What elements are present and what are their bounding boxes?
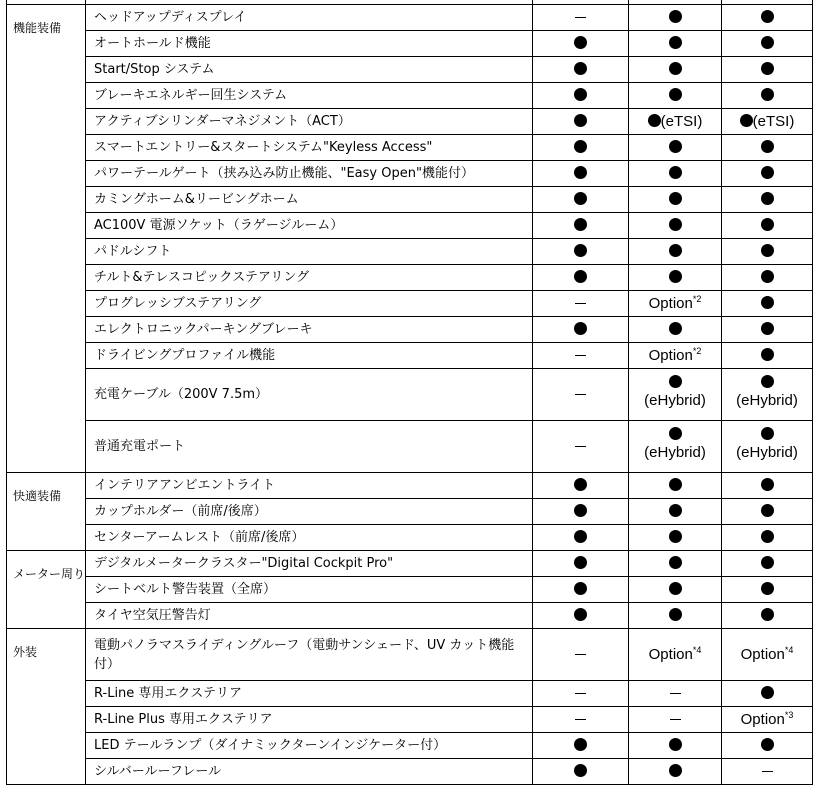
availability-cell xyxy=(533,31,629,57)
table-row xyxy=(7,343,813,369)
table-row xyxy=(7,213,813,239)
standard-dot-icon xyxy=(574,322,587,335)
availability-cell xyxy=(533,109,629,135)
table-row xyxy=(7,759,813,785)
not-available-dash xyxy=(575,303,586,305)
table-row xyxy=(7,499,813,525)
standard-dot-icon xyxy=(669,218,682,231)
standard-dot-icon xyxy=(574,166,587,179)
feature-name: R-Line 専用エクステリア xyxy=(86,681,533,707)
availability-cell xyxy=(722,421,813,473)
availability-cell xyxy=(629,31,722,57)
availability-cell xyxy=(533,551,629,577)
table-row xyxy=(7,83,813,109)
standard-dot-icon xyxy=(761,478,774,491)
availability-cell xyxy=(533,421,629,473)
availability-cell xyxy=(722,525,813,551)
condition-note: (eHybrid) xyxy=(736,444,798,461)
standard-dot-icon xyxy=(574,608,587,621)
availability-cell xyxy=(629,291,722,317)
standard-dot-icon xyxy=(669,88,682,101)
availability-cell xyxy=(629,759,722,785)
feature-name: プログレッシブステアリング xyxy=(86,291,533,317)
condition-note: (eHybrid) xyxy=(644,444,706,461)
table-row xyxy=(7,577,813,603)
availability-cell xyxy=(629,421,722,473)
conditional-standard xyxy=(722,375,812,414)
footnote-mark: *4 xyxy=(784,645,794,655)
standard-dot-icon xyxy=(669,62,682,75)
table-row xyxy=(7,265,813,291)
conditional-standard xyxy=(722,427,812,466)
availability-cell xyxy=(629,681,722,707)
standard-dot-icon xyxy=(669,36,682,49)
availability-cell xyxy=(722,473,813,499)
feature-name: パワーテールゲート（挟み込み防止機能、"Easy Open"機能付） xyxy=(86,161,533,187)
standard-dot-icon xyxy=(574,218,587,231)
standard-dot-icon xyxy=(574,556,587,569)
not-available-dash xyxy=(575,355,586,357)
condition-note: (eHybrid) xyxy=(736,392,798,409)
not-available-dash xyxy=(762,771,773,773)
availability-cell xyxy=(629,161,722,187)
availability-cell xyxy=(722,135,813,161)
standard-dot-icon xyxy=(669,738,682,751)
standard-dot-icon xyxy=(669,192,682,205)
feature-name: インテリアアンビエントライト xyxy=(86,473,533,499)
availability-cell xyxy=(722,629,813,681)
availability-cell xyxy=(533,135,629,161)
standard-dot-icon xyxy=(761,140,774,153)
feature-name: エレクトロニックパーキングブレーキ xyxy=(86,317,533,343)
availability-cell xyxy=(629,265,722,291)
standard-dot-icon xyxy=(761,686,774,699)
standard-dot-icon xyxy=(740,114,753,127)
availability-cell xyxy=(722,213,813,239)
feature-name: オートホールド機能 xyxy=(86,31,533,57)
availability-cell xyxy=(722,577,813,603)
standard-dot-icon xyxy=(761,88,774,101)
availability-cell xyxy=(629,239,722,265)
feature-name: LED テールランプ（ダイナミックターンインジケーター付） xyxy=(86,733,533,759)
availability-cell xyxy=(722,603,813,629)
standard-dot-icon xyxy=(574,244,587,257)
standard-dot-icon xyxy=(761,36,774,49)
availability-cell xyxy=(722,317,813,343)
availability-cell xyxy=(629,343,722,369)
option-label: Option xyxy=(740,646,785,663)
standard-dot-icon xyxy=(574,738,587,751)
standard-dot-icon xyxy=(574,504,587,517)
availability-cell xyxy=(533,577,629,603)
availability-cell xyxy=(722,83,813,109)
availability-cell xyxy=(722,31,813,57)
availability-cell xyxy=(722,291,813,317)
standard-dot-icon xyxy=(761,608,774,621)
standard-dot-icon xyxy=(574,530,587,543)
option-label: Option xyxy=(648,646,693,663)
category-label: 機能装備 xyxy=(7,5,86,473)
condition-note: (eTSI) xyxy=(660,113,703,130)
availability-cell xyxy=(722,707,813,733)
availability-cell xyxy=(629,57,722,83)
availability-cell xyxy=(722,265,813,291)
category-label: メーター周り xyxy=(7,551,86,629)
feature-name: 充電ケーブル（200V 7.5m） xyxy=(86,369,533,421)
category-label: 快適装備 xyxy=(7,473,86,551)
availability-cell xyxy=(722,551,813,577)
availability-cell xyxy=(629,499,722,525)
availability-cell xyxy=(629,577,722,603)
availability-cell xyxy=(722,733,813,759)
feature-name: カップホルダー（前席/後席） xyxy=(86,499,533,525)
footnote-mark: *2 xyxy=(692,294,702,304)
not-available-dash xyxy=(670,693,681,695)
availability-cell xyxy=(533,161,629,187)
availability-cell xyxy=(629,369,722,421)
availability-cell xyxy=(629,187,722,213)
standard-dot-icon xyxy=(574,270,587,283)
availability-cell xyxy=(722,369,813,421)
standard-dot-icon xyxy=(761,244,774,257)
table-row xyxy=(7,187,813,213)
standard-dot-icon xyxy=(574,764,587,777)
availability-cell xyxy=(629,603,722,629)
availability-cell xyxy=(533,291,629,317)
availability-cell xyxy=(629,83,722,109)
standard-dot-icon xyxy=(574,582,587,595)
table-row xyxy=(7,317,813,343)
availability-cell xyxy=(533,707,629,733)
availability-cell xyxy=(533,369,629,421)
conditional-standard xyxy=(629,427,721,466)
footnote-mark: *4 xyxy=(692,645,702,655)
feature-name: Start/Stop システム xyxy=(86,57,533,83)
standard-dot-icon xyxy=(761,322,774,335)
feature-name: チルト&テレスコピックステアリング xyxy=(86,265,533,291)
table-row xyxy=(7,473,813,499)
feature-name: パドルシフト xyxy=(86,239,533,265)
standard-dot-icon xyxy=(669,244,682,257)
standard-dot-icon xyxy=(761,427,774,440)
feature-name: AC100V 電源ソケット（ラゲージルーム） xyxy=(86,213,533,239)
standard-dot-icon xyxy=(669,582,682,595)
standard-dot-icon xyxy=(669,427,682,440)
not-available-dash xyxy=(575,394,586,396)
standard-dot-icon xyxy=(669,270,682,283)
availability-cell xyxy=(722,161,813,187)
availability-cell xyxy=(629,317,722,343)
footnote-mark: *2 xyxy=(692,346,702,356)
availability-cell xyxy=(533,681,629,707)
not-available-dash xyxy=(575,17,586,19)
standard-dot-icon xyxy=(574,114,587,127)
feature-name: R-Line Plus 専用エクステリア xyxy=(86,707,533,733)
feature-name: アクティブシリンダーマネジメント（ACT） xyxy=(86,109,533,135)
standard-dot-icon xyxy=(574,140,587,153)
condition-note: (eTSI) xyxy=(752,113,795,130)
feature-name: カミングホーム&リービングホーム xyxy=(86,187,533,213)
standard-dot-icon xyxy=(669,764,682,777)
standard-dot-icon xyxy=(761,296,774,309)
table-row xyxy=(7,109,813,135)
standard-dot-icon xyxy=(669,608,682,621)
availability-cell xyxy=(629,551,722,577)
availability-cell xyxy=(722,759,813,785)
standard-dot-icon xyxy=(669,530,682,543)
availability-cell xyxy=(629,5,722,31)
table-row xyxy=(7,551,813,577)
table-row xyxy=(7,681,813,707)
standard-dot-icon xyxy=(669,166,682,179)
standard-dot-icon xyxy=(761,62,774,75)
availability-cell xyxy=(629,525,722,551)
option-label: Option xyxy=(648,347,693,364)
availability-cell xyxy=(722,57,813,83)
feature-name: 普通充電ポート xyxy=(86,421,533,473)
not-available-dash xyxy=(575,446,586,448)
availability-cell xyxy=(533,83,629,109)
standard-dot-icon xyxy=(574,36,587,49)
availability-cell xyxy=(533,629,629,681)
standard-dot-icon xyxy=(574,478,587,491)
feature-name: シルバールーフレール xyxy=(86,759,533,785)
availability-cell xyxy=(722,5,813,31)
feature-name: シートベルト警告装置（全席） xyxy=(86,577,533,603)
not-available-dash xyxy=(575,719,586,721)
availability-cell xyxy=(722,187,813,213)
standard-dot-icon xyxy=(669,504,682,517)
availability-cell xyxy=(533,239,629,265)
standard-dot-icon xyxy=(669,556,682,569)
feature-name: デジタルメータークラスター"Digital Cockpit Pro" xyxy=(86,551,533,577)
feature-name: ブレーキエネルギー回生システム xyxy=(86,83,533,109)
standard-dot-icon xyxy=(669,478,682,491)
condition-note: (eHybrid) xyxy=(644,392,706,409)
standard-dot-icon xyxy=(761,530,774,543)
availability-cell xyxy=(533,733,629,759)
availability-cell xyxy=(629,629,722,681)
standard-dot-icon xyxy=(574,192,587,205)
standard-dot-icon xyxy=(669,10,682,23)
not-available-dash xyxy=(575,693,586,695)
table-row xyxy=(7,161,813,187)
availability-cell xyxy=(629,109,722,135)
standard-dot-icon xyxy=(761,10,774,23)
availability-cell xyxy=(629,135,722,161)
availability-cell xyxy=(533,759,629,785)
availability-cell xyxy=(533,343,629,369)
table-row xyxy=(7,5,813,31)
availability-cell xyxy=(722,239,813,265)
standard-dot-icon xyxy=(761,504,774,517)
availability-cell xyxy=(533,187,629,213)
standard-dot-icon xyxy=(669,140,682,153)
footnote-mark: *3 xyxy=(784,710,794,720)
conditional-standard xyxy=(629,375,721,414)
table-row xyxy=(7,135,813,161)
option-label: Option xyxy=(740,711,785,728)
availability-cell xyxy=(533,525,629,551)
category-label: 外装 xyxy=(7,629,86,785)
table-row xyxy=(7,239,813,265)
availability-cell xyxy=(629,733,722,759)
feature-name: スマートエントリー&スタートシステム"Keyless Access" xyxy=(86,135,533,161)
availability-cell xyxy=(533,265,629,291)
feature-name: ドライビングプロファイル機能 xyxy=(86,343,533,369)
availability-cell xyxy=(722,681,813,707)
standard-dot-icon xyxy=(761,270,774,283)
table-row xyxy=(7,733,813,759)
table-row xyxy=(7,369,813,421)
availability-cell xyxy=(629,213,722,239)
not-available-dash xyxy=(575,654,586,656)
availability-cell xyxy=(533,603,629,629)
availability-cell xyxy=(722,109,813,135)
availability-cell xyxy=(533,317,629,343)
table-row xyxy=(7,629,813,681)
not-available-dash xyxy=(670,719,681,721)
table-row xyxy=(7,603,813,629)
availability-cell xyxy=(533,57,629,83)
availability-cell xyxy=(533,213,629,239)
table-row xyxy=(7,57,813,83)
standard-dot-icon xyxy=(761,738,774,751)
table-row xyxy=(7,421,813,473)
table-row xyxy=(7,31,813,57)
standard-dot-icon xyxy=(761,556,774,569)
table-row xyxy=(7,525,813,551)
standard-dot-icon xyxy=(761,348,774,361)
standard-dot-icon xyxy=(574,88,587,101)
availability-cell xyxy=(629,473,722,499)
table-row xyxy=(7,291,813,317)
availability-cell xyxy=(629,707,722,733)
standard-dot-icon xyxy=(669,375,682,388)
standard-dot-icon xyxy=(761,218,774,231)
availability-cell xyxy=(722,343,813,369)
availability-cell xyxy=(533,499,629,525)
availability-cell xyxy=(722,499,813,525)
availability-cell xyxy=(533,5,629,31)
standard-dot-icon xyxy=(648,114,661,127)
availability-cell xyxy=(533,473,629,499)
standard-dot-icon xyxy=(761,192,774,205)
feature-name: センターアームレスト（前席/後席） xyxy=(86,525,533,551)
table-row xyxy=(7,707,813,733)
option-label: Option xyxy=(648,295,693,312)
standard-dot-icon xyxy=(761,166,774,179)
standard-dot-icon xyxy=(761,582,774,595)
feature-name: 電動パノラマスライディングルーフ（電動サンシェード、UV カット機能付） xyxy=(86,629,533,681)
feature-name: タイヤ空気圧警告灯 xyxy=(86,603,533,629)
feature-name: ヘッドアップディスプレイ xyxy=(86,5,533,31)
standard-dot-icon xyxy=(574,62,587,75)
equipment-spec-table xyxy=(6,0,813,785)
standard-dot-icon xyxy=(761,375,774,388)
standard-dot-icon xyxy=(669,322,682,335)
